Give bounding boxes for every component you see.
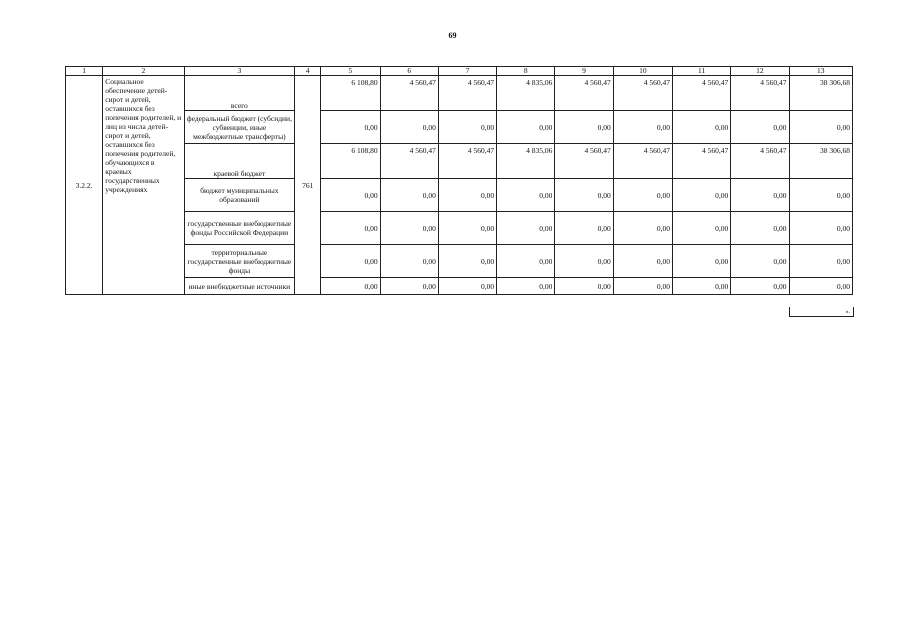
- value-cell: 0,00: [438, 111, 496, 144]
- value-cell: 4 560,47: [672, 144, 730, 179]
- value-cell: 0,00: [380, 179, 438, 212]
- value-cell: 0,00: [613, 278, 672, 295]
- closing-mark: ».: [845, 309, 850, 315]
- column-header: 1: [66, 67, 103, 76]
- column-header: 9: [555, 67, 613, 76]
- kbk-cell: 761: [295, 76, 321, 295]
- table-row: [66, 76, 853, 111]
- value-cell: 0,00: [672, 111, 730, 144]
- column-header: 12: [731, 67, 789, 76]
- row-code-cell: 3.2.2.: [66, 76, 103, 295]
- table-row: [66, 111, 853, 144]
- table-row: [66, 245, 853, 278]
- value-cell: 0,00: [789, 111, 852, 144]
- value-cell: 4 560,47: [438, 144, 496, 179]
- value-cell: 0,00: [672, 179, 730, 212]
- value-cell: 0,00: [731, 278, 789, 295]
- column-header: 6: [380, 67, 438, 76]
- column-header-row: [66, 67, 853, 76]
- value-cell: 0,00: [555, 212, 613, 245]
- value-cell: 0,00: [672, 212, 730, 245]
- value-cell: 4 560,47: [613, 144, 672, 179]
- value-cell: 0,00: [497, 111, 555, 144]
- source-cell: федеральный бюджет (субсидии, субвенции, иные межбюджетные трансферты): [184, 111, 295, 144]
- value-cell: 0,00: [731, 245, 789, 278]
- value-cell: 0,00: [321, 111, 380, 144]
- value-cell: 0,00: [789, 245, 852, 278]
- value-cell: 4 560,47: [380, 144, 438, 179]
- column-header: 5: [321, 67, 380, 76]
- value-cell: 0,00: [438, 245, 496, 278]
- value-cell: 0,00: [555, 245, 613, 278]
- source-cell: территориальные государственные внебюджетные фонды: [184, 245, 295, 278]
- value-cell: 0,00: [731, 179, 789, 212]
- value-cell: 4 560,47: [438, 76, 496, 111]
- column-header: 13: [789, 67, 852, 76]
- value-cell: 6 108,80: [321, 144, 380, 179]
- value-cell: 4 560,47: [380, 76, 438, 111]
- value-cell: 0,00: [672, 245, 730, 278]
- value-cell: 4 560,47: [731, 144, 789, 179]
- value-cell: 0,00: [321, 212, 380, 245]
- source-cell: иные внебюджетные источники: [184, 278, 295, 295]
- value-cell: 0,00: [613, 212, 672, 245]
- value-cell: 0,00: [555, 179, 613, 212]
- value-cell: 4 560,47: [613, 76, 672, 111]
- value-cell: 0,00: [438, 278, 496, 295]
- page-number: 69: [448, 31, 457, 40]
- value-cell: 0,00: [613, 179, 672, 212]
- column-header: 3: [184, 67, 295, 76]
- value-cell: 0,00: [497, 245, 555, 278]
- value-cell: 0,00: [789, 278, 852, 295]
- value-cell: 4 560,47: [555, 76, 613, 111]
- value-cell: 0,00: [380, 212, 438, 245]
- value-cell: 4 560,47: [555, 144, 613, 179]
- value-cell: 0,00: [438, 212, 496, 245]
- value-cell: 0,00: [321, 245, 380, 278]
- value-cell: 0,00: [380, 111, 438, 144]
- measure-name-cell: Социальное обеспечение детей-сирот и детей, оставшихся без попечения родителей, и лиц из числа детей-сирот и детей, оставшихся без попечения родителей, обучающихся в краевых государственных учреждениях: [103, 76, 184, 295]
- value-cell: 0,00: [321, 278, 380, 295]
- value-cell: 4 560,47: [731, 76, 789, 111]
- column-header: 8: [497, 67, 555, 76]
- source-cell: бюджет муниципальных образований: [184, 179, 295, 212]
- value-cell: 0,00: [613, 245, 672, 278]
- value-cell: 0,00: [497, 179, 555, 212]
- value-cell: 0,00: [731, 111, 789, 144]
- value-cell: 6 108,80: [321, 76, 380, 111]
- value-cell: 0,00: [555, 111, 613, 144]
- value-cell: 0,00: [380, 245, 438, 278]
- column-header: 4: [295, 67, 321, 76]
- table-row: [66, 212, 853, 245]
- closing-mark-cell: [789, 307, 854, 317]
- value-cell: 4 835,06: [497, 76, 555, 111]
- value-cell: 4 835,06: [497, 144, 555, 179]
- table-row: [66, 179, 853, 212]
- value-cell: 0,00: [731, 212, 789, 245]
- value-cell: 0,00: [672, 278, 730, 295]
- value-cell: 0,00: [321, 179, 380, 212]
- column-header: 10: [613, 67, 672, 76]
- value-cell: 38 306,68: [789, 76, 852, 111]
- value-cell: 4 560,47: [672, 76, 730, 111]
- table-row: [66, 278, 853, 295]
- table-row: [66, 144, 853, 179]
- value-cell: 0,00: [789, 179, 852, 212]
- value-cell: 0,00: [497, 278, 555, 295]
- value-cell: 0,00: [555, 278, 613, 295]
- column-header: 11: [672, 67, 730, 76]
- value-cell: 0,00: [613, 111, 672, 144]
- value-cell: 0,00: [438, 179, 496, 212]
- source-cell: всего: [184, 76, 295, 111]
- value-cell: 0,00: [789, 212, 852, 245]
- source-cell: государственные внебюджетные фонды Российской Федерации: [184, 212, 295, 245]
- source-cell: краевой бюджет: [184, 144, 295, 179]
- value-cell: 0,00: [380, 278, 438, 295]
- value-cell: 0,00: [497, 212, 555, 245]
- value-cell: 38 306,68: [789, 144, 852, 179]
- budget-table: [65, 66, 853, 295]
- column-header: 2: [103, 67, 184, 76]
- column-header: 7: [438, 67, 496, 76]
